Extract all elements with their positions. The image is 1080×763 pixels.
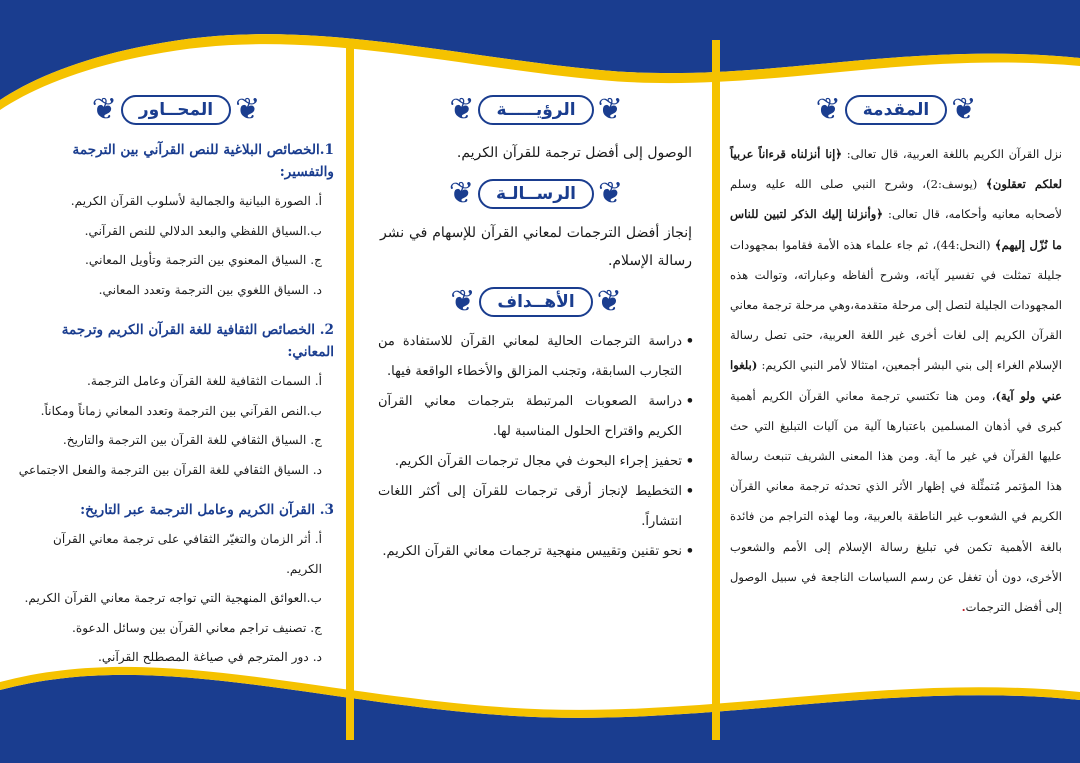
axis-item: أ. أثر الزمان والتغيّر الثقافي على ترجمة معاني القرآن الكريم. — [52, 532, 322, 576]
intro-heading — [730, 91, 1062, 129]
ornament-icon: ❦ — [235, 92, 261, 127]
vision-heading — [374, 91, 698, 129]
intro-text-2: (يوسف:2)، وشرح النبي صلى الله عليه وسلم لأصحابه معانيه وأحكامه، قال تعالى: — [730, 177, 1062, 222]
axis-items — [16, 525, 336, 673]
axis-item: د. السياق الثقافي للغة القرآن بين الترجمة والفعل الاجتماعي — [18, 462, 322, 477]
ornament-icon: ❦ — [597, 92, 623, 127]
axes-heading — [16, 91, 336, 129]
axis-section-title: 2. الخصائص الثقافية للغة القرآن الكريم وترجمة المعاني: — [61, 322, 334, 360]
goals-heading — [374, 283, 698, 321]
ornament-icon: ❦ — [448, 176, 474, 211]
intro-text-4: ، ومن هنا تكتسي ترجمة معاني القرآن الكريم أهمية كبرى في أذهان المسلمين باعتبارها آلية من آليات التبليغ التي حث عليها القرآن في غير ما آية. ومن هذا المعنى الشريف تنبعث رسالة هذا المؤتمر مُتمثِّلة في إظهار الأثر الذي تحدثه ترجمة معاني القرآن الكريم في الشعوب غير الناطقة بالعربية، وما لهذه التراجم من فائدة بالغة الأهمية تكمن في تبليغ رسالة الإسلام إلى الأمم والشعوب الأخرى، دون أن تغفل عن رسم السياسات الناجعة في سبيل الوصول إلى أفضل الترجمات — [730, 388, 1062, 615]
axis-section-title: 3. القرآن الكريم وعامل الترجمة عبر التاريخ: — [80, 502, 334, 518]
ornament-icon: ❦ — [449, 92, 475, 127]
axes-panel — [10, 65, 342, 705]
axis-items — [16, 367, 336, 485]
ornament-icon: ❦ — [91, 92, 117, 127]
axis-item: أ. الصورة البيانية والجمالية لأسلوب القرآن الكريم. — [70, 194, 322, 208]
goal-item: • التخطيط لإنجاز أرقى ترجمات للقرآن إلى أكثر اللغات انتشاراً. — [378, 477, 694, 537]
goals-list — [374, 327, 698, 567]
axis-item: ب.النص القرآني بين الترجمة وتعدد المعاني زماناً ومكاناً. — [40, 403, 322, 418]
axis-item: ب.العوائق المنهجية التي تواجه ترجمة معاني القرآن الكريم. — [24, 591, 322, 605]
ornament-icon: ❦ — [450, 284, 476, 319]
vision-mission-panel — [364, 65, 708, 705]
mission-text: إنجاز أفضل الترجمات لمعاني القرآن للإسهام في نشر رسالة الإسلام. — [380, 225, 692, 269]
intro-panel — [728, 65, 1068, 705]
axis-item: ج. تصنيف تراجم معاني القرآن بين وسائل الدعوة. — [71, 620, 322, 635]
mission-heading — [374, 175, 698, 213]
divider-left — [346, 40, 354, 740]
quran-quote-2: ﴿وأنزلنا إليك الذكر لتبين للناس ما نُزّل إليهم﴾ — [730, 207, 1062, 252]
goal-item: • دراسة الترجمات الحالية لمعاني القرآن للاستفادة من التجارب السابقة، وتجنب المزالق والأخطاء الواقعة فيها. — [378, 327, 694, 387]
axis-item: د. السياق اللغوي بين الترجمة وتعدد المعاني. — [98, 282, 322, 297]
ornament-icon: ❦ — [951, 92, 977, 127]
intro-paragraph — [730, 139, 1062, 622]
intro-text-3: (النحل:44)، ثم جاء علماء هذه الأمة فقاموا بمجهودات جليلة تمثلت في تفسير آياته، وشرح ألفاظه وعباراته، وتوالت هذه المجهودات الجليلة لتصل إلى مرحلة متقدمة،وهي مرحلة ترجمة معاني القرآن الكريم إلى لغات أخرى غير اللغة العربية، حتى تصل رسالة الإسلام الغراء إلى بني البشر أجمعين، امتثالا لأمر النبي الكريم: — [730, 237, 1062, 373]
mission-heading-text: الرســالـة — [478, 179, 594, 209]
intro-end-mark: . — [961, 600, 966, 615]
hadith-quote: (بلغوا عني ولو آية) — [730, 358, 1062, 403]
vision-heading-text: الرؤيـــــة — [478, 95, 593, 125]
vision-text: الوصول إلى أفضل ترجمة للقرآن الكريم. — [456, 145, 692, 161]
axis-section-title: 1.الخصائص البلاغية للنص القرآني بين الترجمة والتفسير: — [72, 142, 334, 180]
goal-item: • تحفيز إجراء البحوث في مجال ترجمات القرآن الكريم. — [378, 447, 694, 477]
intro-heading-text: المقدمة — [845, 95, 948, 125]
goal-item: • نحو تقنين وتقييس منهجية ترجمات معاني القرآن الكريم. — [378, 537, 694, 567]
intro-text-1: نزل القرآن الكريم باللغة العربية، قال تعالى: — [842, 147, 1062, 161]
ornament-icon: ❦ — [598, 176, 624, 211]
axes-heading-text: المحــاور — [121, 95, 231, 125]
quran-quote-1: ﴿إنا أنزلناه قرءاناً عربياً لعلكم تعقلون﴾ — [730, 147, 1062, 192]
axis-item: ج. السياق الثقافي للغة القرآن بين الترجمة والتاريخ. — [62, 433, 322, 447]
goal-item: • دراسة الصعوبات المرتبطة بترجمات معاني القرآن الكريم واقتراح الحلول المناسبة لها. — [378, 387, 694, 447]
axis-item: أ. السمات الثقافية للغة القرآن وعامل الترجمة. — [86, 374, 322, 388]
axis-item: ب.السياق اللفظي والبعد الدلالي للنص القرآني. — [84, 223, 322, 238]
axis-items — [16, 187, 336, 305]
divider-right — [712, 40, 720, 740]
axis-item: ج. السياق المعنوي بين الترجمة وتأويل المعاني. — [85, 253, 322, 267]
ornament-icon: ❦ — [815, 92, 841, 127]
ornament-icon: ❦ — [596, 284, 622, 319]
axis-item: د. دور المترجم في صياغة المصطلح القرآني. — [98, 650, 322, 664]
goals-heading-text: الأهــداف — [479, 287, 592, 317]
